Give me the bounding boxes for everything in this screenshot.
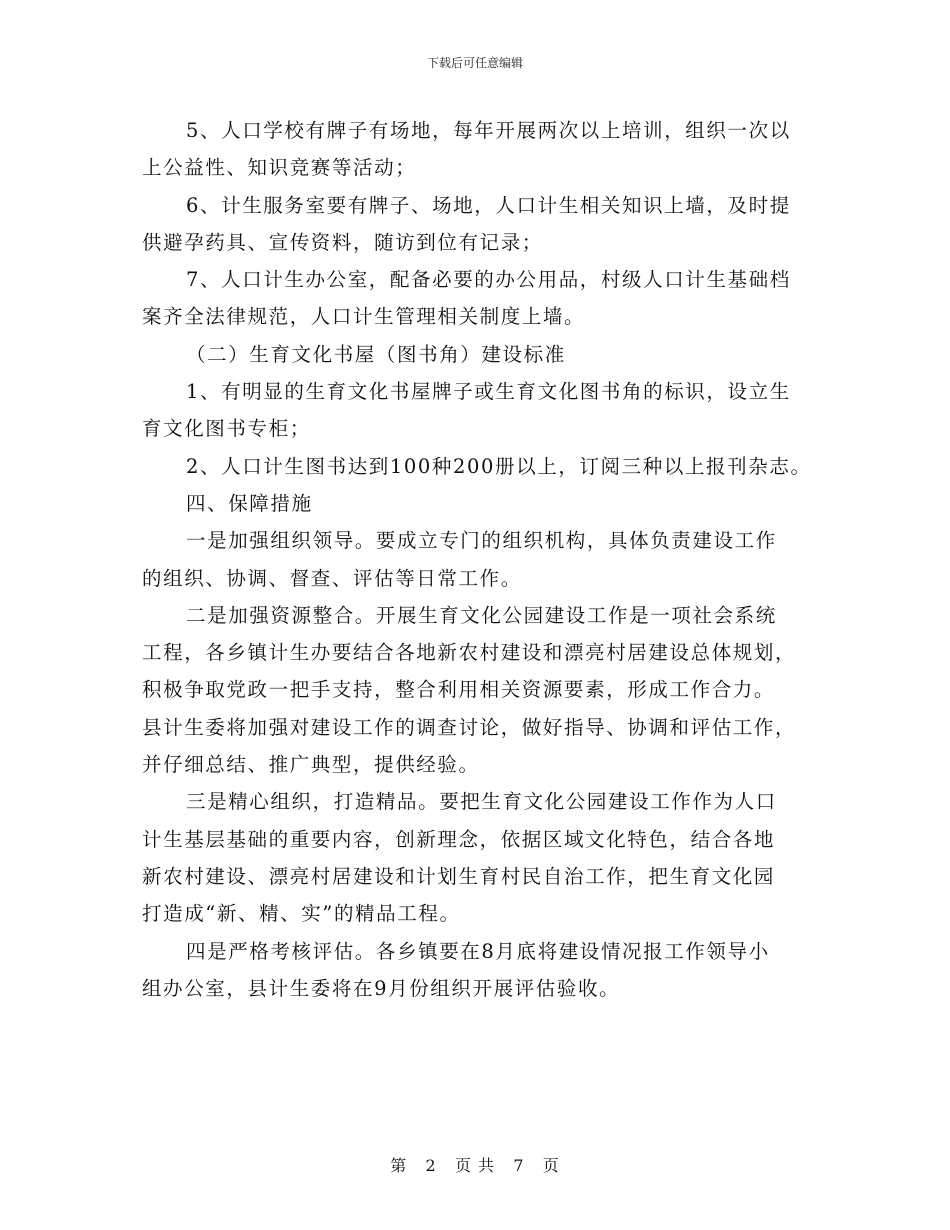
page-label-mid: 页 共: [454, 1156, 496, 1175]
paragraph-line: 新农村建设、漂亮村居建设和计划生育村民自治工作，把生育文化园: [142, 864, 776, 888]
paragraph-line: 组办公室，县计生委将在9月份组织开展评估验收。: [142, 976, 621, 1000]
paragraph-line: 四是严格考核评估。各乡镇要在8月底将建设情况报工作领导小: [186, 939, 770, 963]
section-heading: 四、保障措施: [186, 491, 313, 515]
paragraph-line: 6、计生服务室要有牌子、场地，人口计生相关知识上墙，及时提: [186, 193, 791, 217]
paragraph-line: 县计生委将加强对建设工作的调查讨论，做好指导、协调和评估工作，: [142, 715, 797, 739]
paragraph-line: 打造成“新、精、实”的精品工程。: [142, 902, 461, 926]
paragraph-line: 1、有明显的生育文化书屋牌子或生育文化图书角的标识，设立生: [186, 380, 791, 404]
header-note: 下载后可任意编辑: [426, 56, 523, 70]
current-page-number: 2: [425, 1156, 437, 1175]
paragraph-line: 5、人口学校有牌子有场地，每年开展两次以上培训，组织一次以: [186, 119, 791, 142]
page-label-suffix: 页: [542, 1156, 560, 1175]
paragraph-line: 二是加强资源整合。开展生育文化公园建设工作是一项社会系统: [186, 603, 777, 627]
paragraph-line: 案齐全法律规范，人口计生管理相关制度上墙。: [142, 305, 586, 329]
paragraph-line: 积极争取党政一把手支持，整合利用相关资源要素，形成工作合力。: [142, 678, 776, 702]
paragraph-line: 的组织、协调、督查、评估等日常工作。: [142, 566, 522, 590]
document-body: [142, 112, 818, 1007]
page-label-prefix: 第: [390, 1156, 408, 1175]
total-pages-number: 7: [513, 1156, 525, 1175]
paragraph-line: 育文化图书专柜；: [142, 417, 311, 441]
paragraph-line: 7、人口计生办公室，配备必要的办公用品，村级人口计生基础档: [186, 268, 791, 292]
paragraph-line: 工程，各乡镇计生办要结合各地新农村建设和漂亮村居建设总体规划，: [142, 641, 797, 665]
paragraph-line: 上公益性、知识竞赛等活动；: [142, 156, 417, 180]
paragraph-line: 2、人口计生图书达到100种200册以上，订阅三种以上报刊杂志。: [186, 454, 812, 478]
page-footer: [0, 1153, 950, 1176]
paragraph-line: 三是精心组织，打造精品。要把生育文化公园建设工作作为人口: [186, 790, 777, 814]
paragraph-line: 并仔细总结、推广典型，提供经验。: [142, 753, 480, 777]
paragraph-line: 一是加强组织领导。要成立专门的组织机构，具体负责建设工作: [186, 529, 777, 553]
paragraph-line: 供避孕药具、宣传资料，随访到位有记录；: [142, 230, 543, 254]
section-heading: （二）生育文化书屋（图书角）建设标准: [186, 342, 566, 366]
paragraph-line: 计生基层基础的重要内容，创新理念，依据区域文化特色，结合各地: [142, 827, 776, 851]
